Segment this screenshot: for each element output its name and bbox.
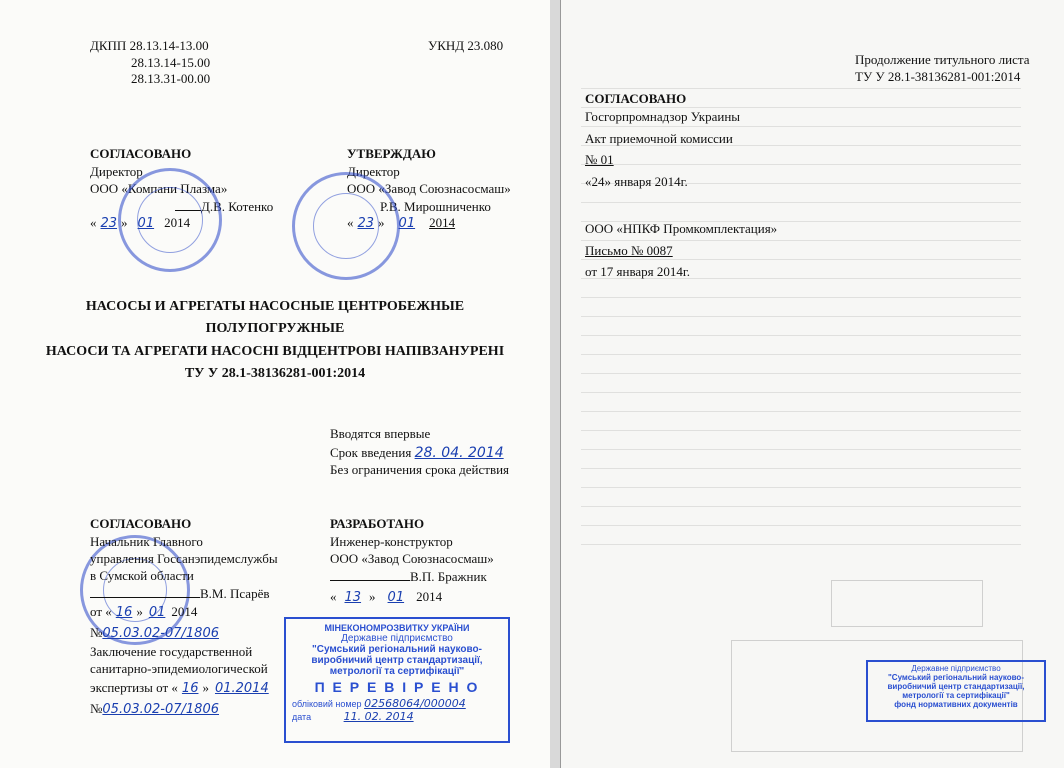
conclusion-date: экспертизы от « 16 » 01.2014: [90, 680, 269, 696]
show-through-stamp: [831, 580, 983, 627]
developed-heading: РАЗРАБОТАНО: [330, 516, 425, 531]
doc-title-line-4: ТУ У 28.1-38136281-001:2014: [184, 366, 366, 381]
agreed-heading-right: СОГЛАСОВАНО: [585, 91, 687, 106]
letter-number: Письмо № 0087: [585, 243, 673, 258]
standards-fund-stamp: Державне підприємство "Сумський регіональний науково- виробничий центр стандартизації, метрології та сертифікації" фонд нормативних документів: [866, 660, 1046, 722]
approve-org: ООО «Завод Союзнасосмаш»: [347, 181, 511, 196]
developed-org: ООО «Завод Союзнасосмаш»: [330, 551, 494, 566]
uknd-code: УКНД 23.080: [428, 38, 504, 53]
developed-signature: В.П. Бражник: [330, 568, 487, 585]
company-seal-2: [292, 172, 400, 280]
agreed-heading-3: СОГЛАСОВАНО: [90, 516, 192, 531]
agreed-org-right-2: ООО «НПКФ Промкомплектация»: [585, 221, 778, 236]
conclusion-number: №05.03.02-07/1806: [90, 701, 219, 717]
dkpp-code-2: 28.13.14-15.00: [131, 55, 211, 70]
act-date: «24» января 2014г.: [585, 174, 688, 189]
developed-position: Инженер-конструктор: [330, 534, 453, 549]
dkpp-code-1: ДКПП 28.13.14-13.00: [90, 38, 209, 53]
letter-date: от 17 января 2014г.: [585, 264, 691, 279]
agreed-signature-1: Д.В. Котенко: [175, 198, 273, 215]
agreed-signature-3: В.М. Псарёв: [90, 585, 269, 602]
agreed-org-right: Госгорпромнадзор Украины: [585, 109, 741, 124]
company-seal-1: [118, 168, 222, 272]
agreed-number-3: №05.03.02-07/1806: [90, 625, 219, 641]
act-number: № 01: [585, 152, 614, 167]
agreed-date-3: от « 16 » 01 2014: [90, 604, 198, 620]
approve-date: « 23 » 01 2014: [347, 215, 456, 231]
conclusion-line-1: Заключение государственной: [90, 644, 253, 659]
approve-position: Директор: [347, 164, 400, 179]
agreed-date-1: « 23 » 01 2014: [90, 215, 191, 231]
conclusion-line-2: санитарно-эпидемиологической: [90, 661, 268, 676]
doc-title-line-3: НАСОСИ ТА АГРЕГАТИ НАСОСНІ ВІДЦЕНТРОВІ НАПІВЗАНУРЕНІ: [45, 344, 505, 359]
agreed-heading-1: СОГЛАСОВАНО: [90, 146, 192, 161]
checked-stamp: МІНЕКОНОМРОЗВИТКУ УКРАЇНИ Державне підприємство "Сумський регіональний науково- виробничий центр стандартизації, метрології та сертифікації" П Е Р Е В І Р Е Н О обліковий номер 02568064/000004 дата 11. 02. 2014: [284, 617, 510, 743]
continuation-line-2: ТУ У 28.1-38136281-001:2014: [855, 69, 1021, 84]
agreed-line-3b: управления Госсанэпидемслужбы: [90, 551, 278, 566]
intro-term: Срок введения 28. 04. 2014: [330, 445, 504, 461]
doc-title-line-1: НАСОСЫ И АГРЕГАТЫ НАСОСНЫЕ ЦЕНТРОБЕЖНЫЕ: [85, 299, 465, 314]
approve-heading: УТВЕРЖДАЮ: [347, 146, 436, 161]
doc-title-line-2: ПОЛУПОГРУЖНЫЕ: [205, 321, 345, 336]
intro-unlimited: Без ограничения срока действия: [330, 462, 510, 477]
agreed-line-3c: в Сумской области: [90, 568, 194, 583]
acceptance-act: Акт приемочной комиссии: [585, 131, 733, 146]
dkpp-code-3: 28.13.31-00.00: [131, 71, 211, 86]
approve-signature: Р.В. Мирошниченко: [380, 199, 491, 214]
agreed-line-3a: Начальник Главного: [90, 534, 203, 549]
agreed-org-1: ООО «Компани Плазма»: [90, 181, 228, 196]
developed-date: « 13 » 01 2014: [330, 589, 443, 605]
continuation-line-1: Продолжение титульного листа: [855, 52, 1030, 67]
agreed-position-1: Директор: [90, 164, 143, 179]
intro-first: Вводятся впервые: [330, 426, 431, 441]
title-page-continuation: [560, 0, 1064, 768]
